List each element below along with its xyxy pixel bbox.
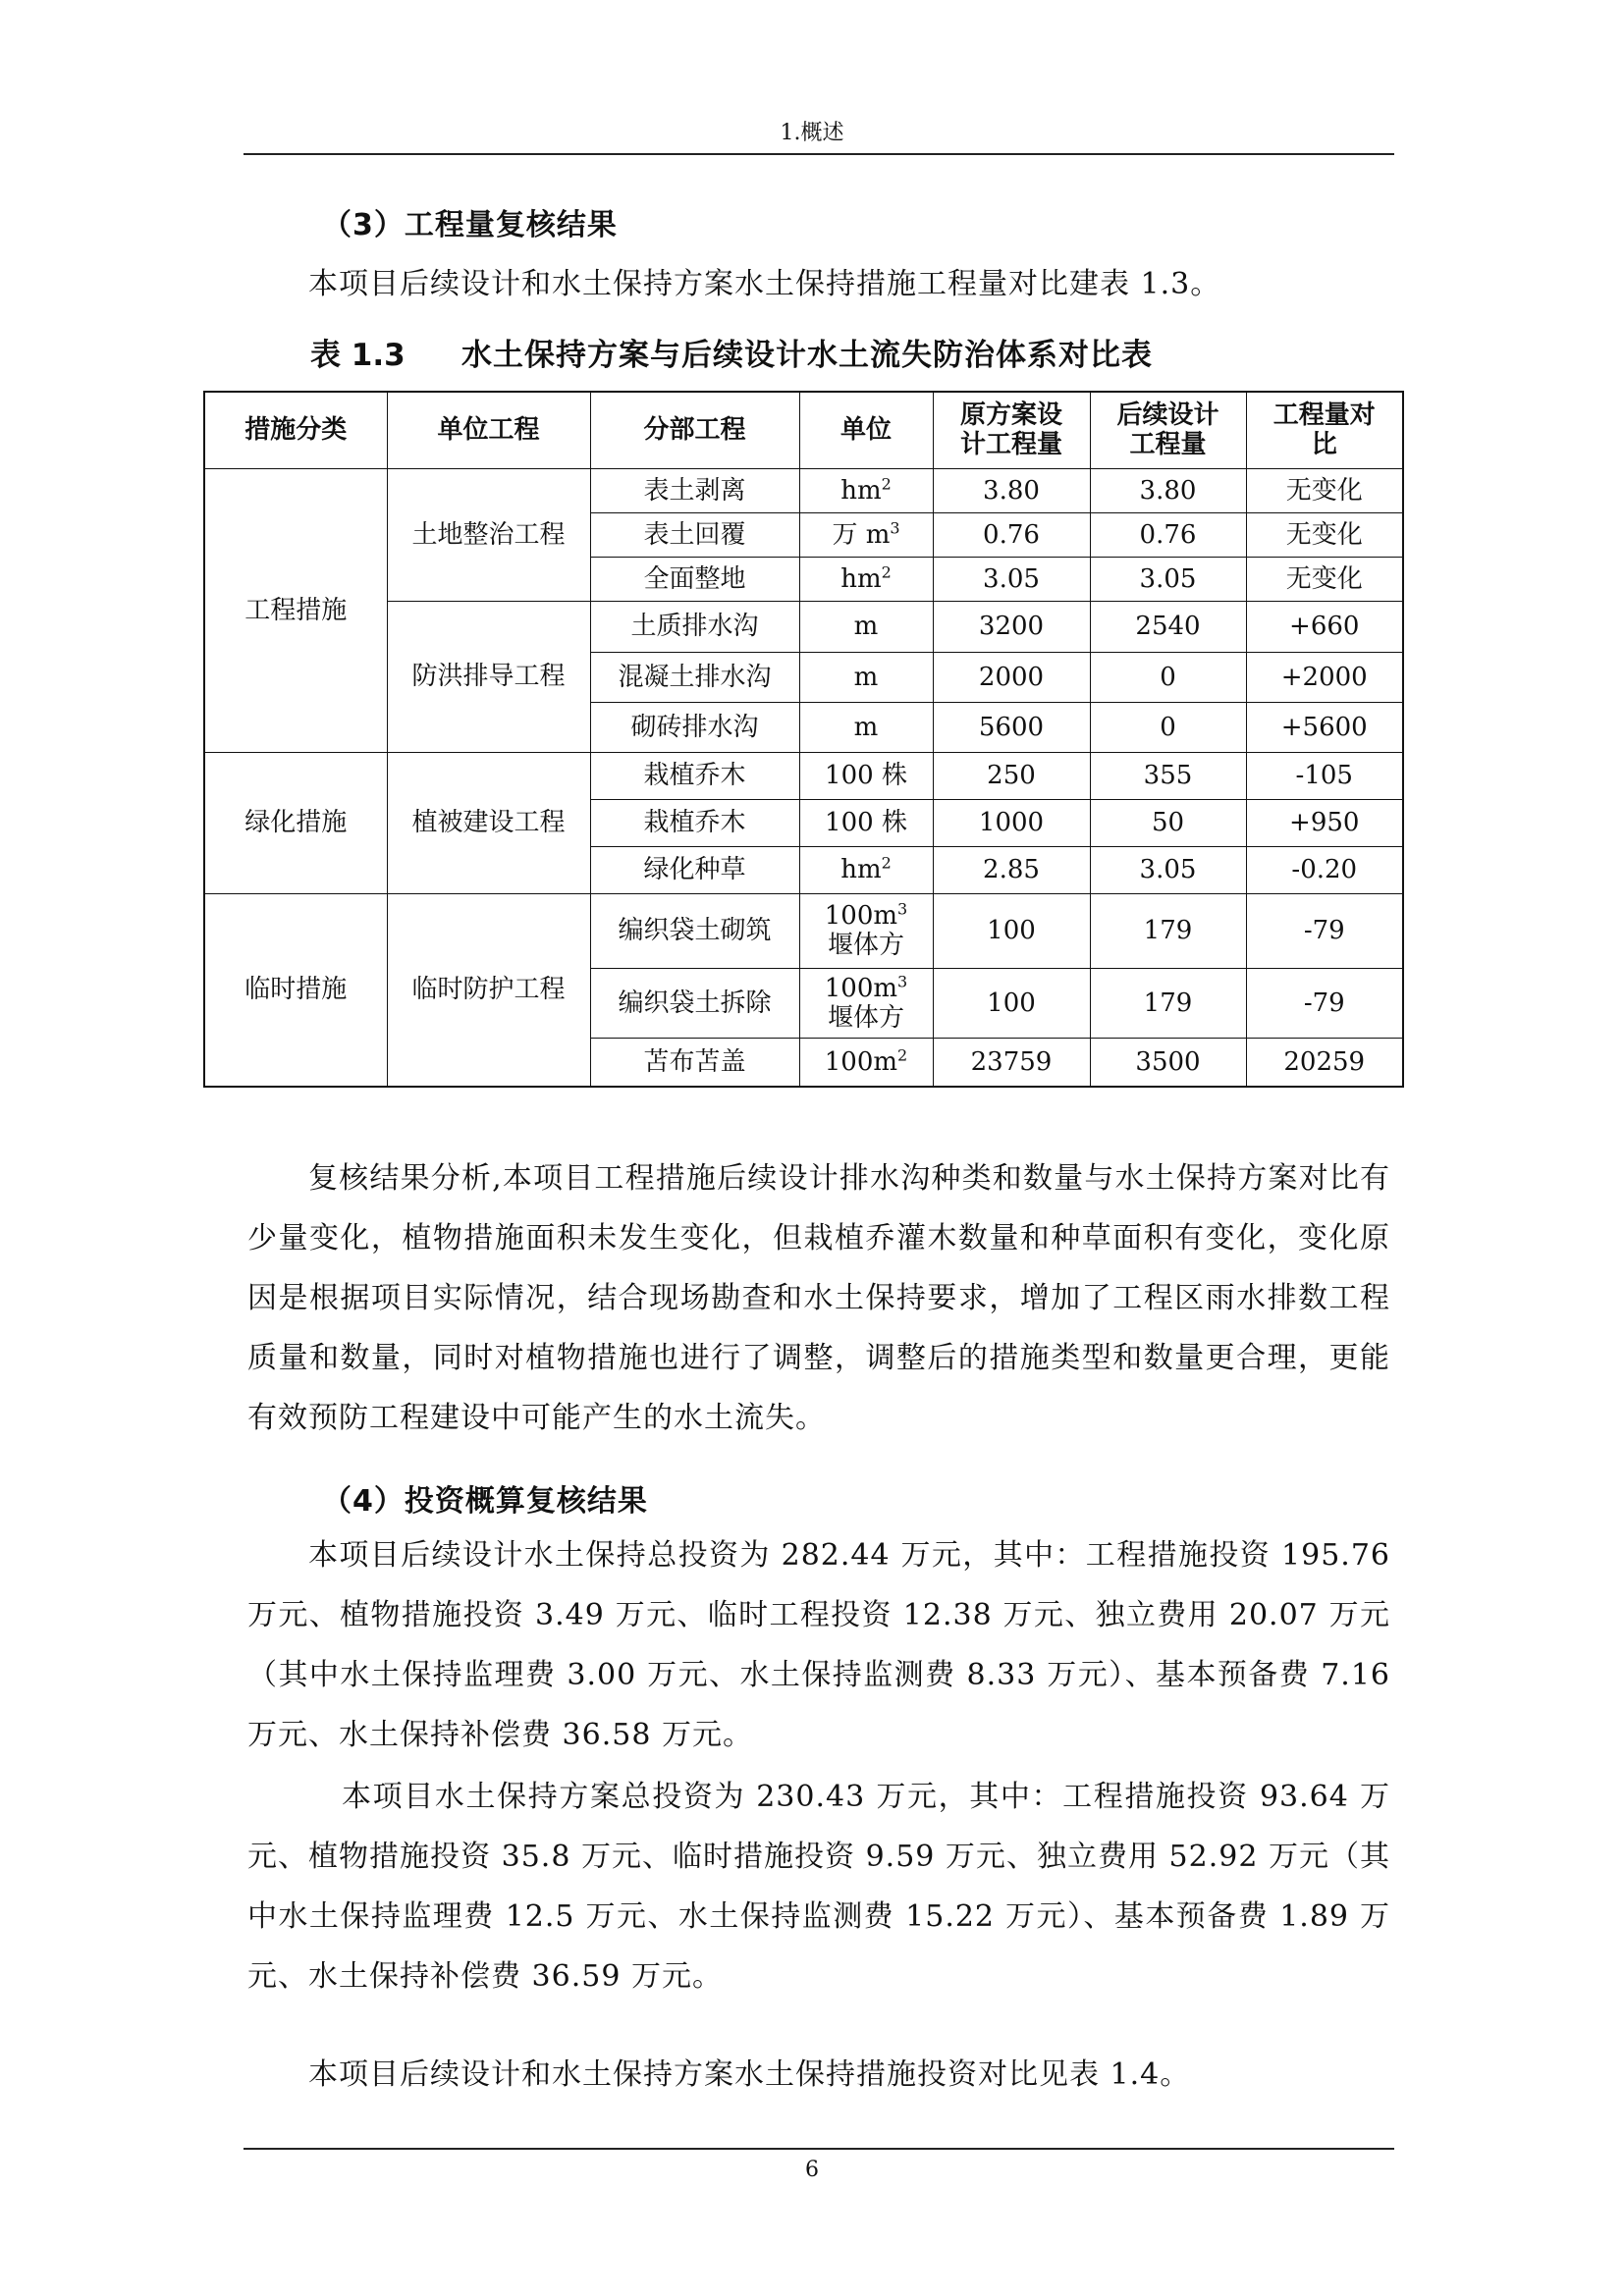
diff-cell: +5600: [1246, 702, 1403, 752]
item-cell: 砌砖排水沟: [590, 702, 799, 752]
diff-cell: +2000: [1246, 652, 1403, 702]
unit-cell: $hm^2$: [799, 557, 933, 601]
section-4-heading: （4）投资概算复核结果: [322, 1484, 648, 1519]
category-cell: 工程措施: [204, 468, 387, 752]
unit-cell: m: [799, 652, 933, 702]
unit-cell: $hm^2$: [799, 468, 933, 512]
diff-cell: -79: [1246, 893, 1403, 968]
orig-cell: 3200: [933, 601, 1090, 652]
later-cell: 179: [1090, 893, 1246, 968]
diff-cell: -0.20: [1246, 846, 1403, 893]
col-header: 工程量对比: [1246, 392, 1403, 468]
col-header: 后续设计工程量: [1090, 392, 1246, 468]
unit-cell: $hm^2$: [799, 846, 933, 893]
item-cell: 苫布苫盖: [590, 1038, 799, 1087]
diff-cell: -79: [1246, 968, 1403, 1038]
item-cell: 混凝土排水沟: [590, 652, 799, 702]
diff-cell: 无变化: [1246, 512, 1403, 557]
diff-cell: 20259: [1246, 1038, 1403, 1087]
unit-project-cell: 植被建设工程: [387, 752, 590, 893]
item-cell: 表土回覆: [590, 512, 799, 557]
table-header-row: [204, 392, 1403, 468]
table-number: 表 1.3: [310, 338, 406, 373]
diff-cell: 无变化: [1246, 468, 1403, 512]
orig-cell: 0.76: [933, 512, 1090, 557]
unit-cell: m: [799, 601, 933, 652]
col-header: 措施分类: [204, 392, 387, 468]
later-cell: 0: [1090, 652, 1246, 702]
item-cell: 栽植乔木: [590, 752, 799, 799]
later-cell: 0.76: [1090, 512, 1246, 557]
analysis-paragraph: 复核结果分析,本项目工程措施后续设计排水沟种类和数量与水土保持方案对比有少量变化，植物措施面积未发生变化，但栽植乔灌木数量和种草面积有变化，变化原因是根据项目实际情况，结合现场勘查和水土保持要求，增加了工程区雨水排数工程质量和数量，同时对植物措施也进行了调整，调整后的措施类型和数量更合理，更能有效预防工程建设中可能产生的水土流失。: [247, 1161, 1390, 1435]
running-header: 1.概述: [780, 121, 844, 145]
orig-cell: 2.85: [933, 846, 1090, 893]
category-cell: 绿化措施: [204, 752, 387, 893]
category-cell: 临时措施: [204, 893, 387, 1087]
footer-rule: [244, 2148, 1394, 2150]
orig-cell: 5600: [933, 702, 1090, 752]
col-header: 分部工程: [590, 392, 799, 468]
item-cell: 绿化种草: [590, 846, 799, 893]
orig-cell: 2000: [933, 652, 1090, 702]
later-cell: 3.05: [1090, 557, 1246, 601]
diff-cell: +950: [1246, 799, 1403, 846]
later-cell: 179: [1090, 968, 1246, 1038]
unit-cell: m: [799, 702, 933, 752]
unit-cell: $100m^3$ 堰体方: [799, 893, 933, 968]
investment-paragraph-1: 本项目后续设计水土保持总投资为 282.44 万元，其中：工程措施投资 195.76 万元、植物措施投资 3.49 万元、临时工程投资 12.38 万元、独立费用 20.07 万元（其中水土保持监理费 3.00 万元、水土保持监测费 8.33 万元）、基本预备费 7.16 万元、水土保持补偿费 36.58 万元。: [247, 1538, 1390, 1752]
col-header: 单位: [799, 392, 933, 468]
orig-cell: 100: [933, 893, 1090, 968]
unit-cell: 100 株: [799, 752, 933, 799]
later-cell: 3.80: [1090, 468, 1246, 512]
later-cell: 355: [1090, 752, 1246, 799]
orig-cell: 23759: [933, 1038, 1090, 1087]
section-3-heading: （3）工程量复核结果: [322, 208, 618, 242]
header-rule: [244, 153, 1394, 155]
later-cell: 0: [1090, 702, 1246, 752]
item-cell: 编织袋土砌筑: [590, 893, 799, 968]
orig-cell: 3.80: [933, 468, 1090, 512]
investment-paragraph-3: 本项目后续设计和水土保持方案水土保持措施投资对比见表 1.4。: [308, 2057, 1191, 2092]
orig-cell: 3.05: [933, 557, 1090, 601]
col-header: 原方案设计工程量: [933, 392, 1090, 468]
unit-project-cell: 临时防护工程: [387, 893, 590, 1087]
table-row: [204, 468, 1403, 512]
page-number: 6: [805, 2158, 819, 2182]
orig-cell: 1000: [933, 799, 1090, 846]
diff-cell: +660: [1246, 601, 1403, 652]
diff-cell: 无变化: [1246, 557, 1403, 601]
unit-cell: $100m^3$ 堰体方: [799, 968, 933, 1038]
comparison-table: [203, 391, 1404, 1088]
unit-project-cell: 土地整治工程: [387, 468, 590, 601]
unit-project-cell: 防洪排导工程: [387, 601, 590, 752]
unit-cell: 万 $m^3$: [799, 512, 933, 557]
orig-cell: 250: [933, 752, 1090, 799]
item-cell: 编织袋土拆除: [590, 968, 799, 1038]
item-cell: 表土剥离: [590, 468, 799, 512]
item-cell: 全面整地: [590, 557, 799, 601]
table-row: [204, 893, 1403, 968]
item-cell: 土质排水沟: [590, 601, 799, 652]
col-header: 单位工程: [387, 392, 590, 468]
table-row: [204, 752, 1403, 799]
diff-cell: -105: [1246, 752, 1403, 799]
later-cell: 3.05: [1090, 846, 1246, 893]
orig-cell: 100: [933, 968, 1090, 1038]
unit-cell: 100 株: [799, 799, 933, 846]
later-cell: 3500: [1090, 1038, 1246, 1087]
later-cell: 50: [1090, 799, 1246, 846]
table-title: 水土保持方案与后续设计水土流失防治体系对比表: [461, 338, 1153, 373]
item-cell: 栽植乔木: [590, 799, 799, 846]
unit-cell: $100m^2$: [799, 1038, 933, 1087]
later-cell: 2540: [1090, 601, 1246, 652]
section-3-intro: 本项目后续设计和水土保持方案水土保持措施工程量对比建表 1.3。: [308, 267, 1221, 301]
investment-paragraph-2: 本项目水土保持方案总投资为 230.43 万元，其中：工程措施投资 93.64 万元、植物措施投资 35.8 万元、临时措施投资 9.59 万元、独立费用 52.92 万元（其中水土保持监理费 12.5 万元、水土保持监测费 15.22 万元）、基本预备费 1.89 万元、水土保持补偿费 36.59 万元。: [247, 1780, 1390, 1994]
